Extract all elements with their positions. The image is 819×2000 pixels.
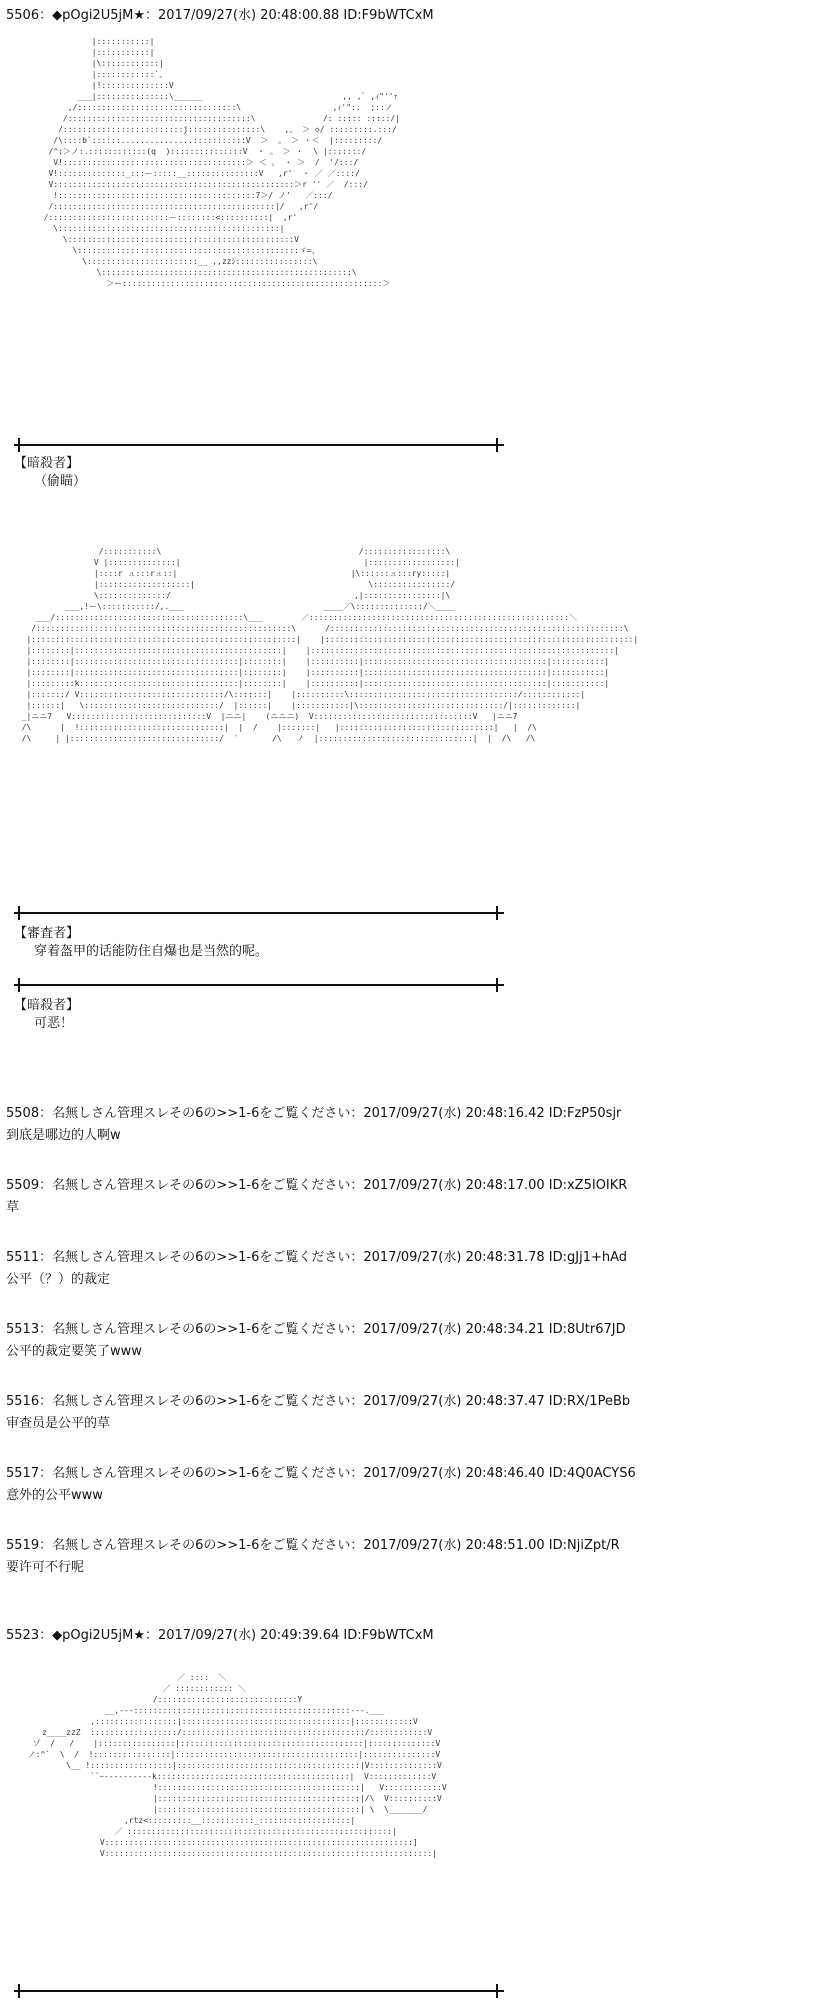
comment-message: 草 <box>6 1200 20 1215</box>
comment-header: 5519：名無しさん管理スレその6の>>1-6をご覧ください：2017/09/27(水) 20:48:51.00 ID:NjiZpt/R <box>6 1538 620 1553</box>
divider-tick <box>496 906 498 920</box>
comment-message: 到底是哪边的人啊w <box>6 1128 121 1143</box>
dialog-line: （偷瞄） <box>34 474 87 489</box>
comment-message: 意外的公平www <box>6 1488 103 1503</box>
comment-header: 5513：名無しさん管理スレその6の>>1-6をご覧ください：2017/09/27(水) 20:48:34.21 ID:8Utr67JD <box>6 1322 626 1337</box>
divider <box>14 444 504 446</box>
comment-header: 5517：名無しさん管理スレその6の>>1-6をご覧ください：2017/09/27(水) 20:48:46.40 ID:4Q0ACYS6 <box>6 1466 636 1481</box>
comment <box>6 1174 627 1215</box>
ascii-art-assassin-sleeping: ／ :::: ＼ ／ :::::::::::: ＼ /:::::::::::::::::::::::::::::Y __,---:::::::::::::::::::::::::::::::::::::::::::::---.___ ,:::::::::::::::::|:::::::::::::::::::::::::::::::::::|::::::::::::V z____zzZ ::::::::::::::::::/::::::::::::::::::::::::::::::::::::::/::::::::::::V ゾ / / |::::::::::::::::|::::::::::::::::::::::::::::::::::::::|::::::::::::::V ノ:^` \ / !::::::::::::::::|::::::::::::::::::::::::::::::::::::::|:::::::::::::::V \__ !:::::::::::::::::|::::::::::::::::::::::::::::::::::::::|V::::::::::::::V ``ｰ----------k::::::::::::::::::::::::::::::::::::::::| V:::::::::::::V !::::::::::::::::::::::::::::::::::::::::::| V::::::::::::V |::::::::::::::::::::::::::::::::::::::::::|/\ V::::::::::V |::::::::::::::::::::::::::::::::::::::::::| \ \_______/ ,rtz<:::::::::__:::::::::::_:::::::::::::::::::| ／ :::::::::::::::::::::::::::::::::::::::::::::::::::::::| V::::::::::::::::::::::::::::::::::::::::::::::::::::::::::::::::] V::::::::::::::::::::::::::::::::::::::::::::::::::::::::::::::::::::| <box>27 1673 447 1858</box>
comment-message: 审查员是公平的草 <box>6 1416 111 1431</box>
comment-header: 5509：名無しさん管理スレその6の>>1-6をご覧ください：2017/09/27(水) 20:48:17.00 ID:xZ5IOIKR <box>6 1178 628 1193</box>
comment <box>6 1318 626 1359</box>
comment <box>6 1102 621 1143</box>
comment-header: 5508：名無しさん管理スレその6の>>1-6をご覧ください：2017/09/27(水) 20:48:16.42 ID:FzP50sjr <box>6 1106 622 1121</box>
post-header: 5523：◆pOgi2U5jM★：2017/09/27(水) 20:49:39.64 ID:F9bWTCxM <box>6 1628 434 1643</box>
comment <box>6 1462 636 1503</box>
divider <box>14 1990 504 1992</box>
comment <box>6 1390 630 1431</box>
post-header: 5506：◆pOgi2U5jM★：2017/09/27(水) 20:48:00.88 ID:F9bWTCxM <box>6 8 434 23</box>
comment-message: 要许可不行呢 <box>6 1560 85 1575</box>
speaker-label: 【暗殺者】 <box>14 998 80 1013</box>
speaker-label: 【暗殺者】 <box>14 456 80 471</box>
divider-tick <box>18 438 20 452</box>
dialog-line: 可恶！ <box>34 1016 74 1031</box>
ascii-art-two-figures: /:::::::::::\ /:::::::::::::::::\ V |::::::::::::::| |::::::::::::::::::| |::::r ュ:::rュ::| |\::::::ュ:::ry:::::| |:::::::::::::::::::| \::::::::::::::::/ \::::::::::::::/ ,|::::::::::::::::|\ ___,!ー\:::::::::::/,.___ ____／\::::::::::::::/＼____ ___/:::::::::::::::::::::::::::::::::::::::\___ ／::::::::::::::::::::::::::::::::::::::::::::::::::::::＼ /:::::::::::::::::::::::::::::::::::::::::::::::::::::\ /:::::::::::::::::::::::::::::::::::::::::::::::::::::::::::::\ |:::::::::::::::::::::::::::::::::::::::::::::::::::::::| |::::::::::::::::::::::::::::::::::::::::::::::::::::::::::::::::| |::::::::|:::::::::::::::::::::::::::::::::::::::::::| |:::::::::::::::::::::::::::::::::::::::::::::::::::::::::::::::| |::::::::|::::::::::::::::::::::::::::::::::|::::::::| |::::::::::|::::::::::::::::::::::::::::::::::::::|:::::::::::| |::::::::|::::::::::::::::::::::::::::::::::|::::::::| |::::::::::|::::::::::::::::::::::::::::::::::::::|:::::::::::| |:::::::::k:::::::::::::::::::::::::::::::::|::::::::| |::::::::::|::::::::::::::::::::::::::::::::::::::|:::::::::::| |:::::::/ V::::::::::::::::::::::::::::::/\:::::::| |::::::::::\:::::::::::::::::::::::::::::::::::/::::::::::::| |::::::| \::::::::::::::::::::::::::::/ |::::::| |:::::::::::|\::::::::::::::::::::::::::::::/|:::::::::::::| _|ニニ7 V::::::::::::::::::::::::::::V |ニニ| (ニニニ) V:::::::::::::::::::::::::::::::::V |ニニ7 /\ | !::::::::::::::::::::::::::::::| | / |:::::::| |::::::::::::::::::::::::::::::::| | /\ /\ | |:::::::::::::::::::::::::::::::/ ′ /\ ノ |::::::::::::::::::::::::::::::::| | /\ /\ <box>21 547 639 743</box>
divider-tick <box>496 978 498 992</box>
comment <box>6 1246 627 1287</box>
divider <box>14 984 504 986</box>
comment-header: 5511：名無しさん管理スレその6の>>1-6をご覧ください：2017/09/27(水) 20:48:31.78 ID:gJj1+hAd <box>6 1250 628 1265</box>
divider <box>14 912 504 914</box>
comment-message: 公平的裁定要笑了www <box>6 1344 142 1359</box>
comment-message: 公平（？）的裁定 <box>6 1272 111 1287</box>
speaker-label: 【審査者】 <box>14 926 80 941</box>
ascii-art-assassin-pointing: |:::::::::::| |:::::::::::| |\::::::::::::| |::::::::::::`、 |!::::::::::::::V ___|:::::::::::::::\______ ,, ,ﾞ ,ｨ"''ｧ ,/:::::::::::::::::::::::::::::::::\ ,ｨ'":. ;::ノ /::::::::::::::::::::::::::::::::::::::\ /: ::::: :::::/| /:::::::::::::::::::::::::j:::::::::::::::\ ,、 ＞ ◇/ :::::::::.:::/ /\::::b`::::::...............:::::::::::V ＞ 。 ＞ ・＜ |:::::::::/ /^:＞ノ:.::::::::::::(q ):::::::::::::::V ・ 。 ＞ ・ \ |:::::::/ V!::::::::::::::::::::::::::::::::::::::＞ ＜ 。 ・ ＞ / '/:::/ V!::::::::::::::_:::ー:::::__:::::::::::::::V ,r' ・ ／ ／::::/ V::::::::::::::::::::::::::::::::::::::::::::::::::＞r '' ／ /:::/ !:::::::::::::::::::::::::::::::::::::::::7＞/ ノ' ／:::/ /::::::::::::::::::::::::::::::::::::::::::::::|/ ,r'/ /:::::::::::::::::::::::::ー::::::::<::::::::::| ,r' \::::::::::::::::::::::::::::::::::::::::::::::| \:::::::::::::::::::::::::::::::::::::::::::::::V \::::::::::::::::::::::::::::::::::::::::::::::ゞ=、 \:::::::::::::::::::::::__ ,,zzｼ::::::::::::::::\ \::::::::::::::::::::::::::::::::::::::::::::::::::::\ ＞ー::::::::::::::::::::::::::::::::::::::::::::::::::::::＞ <box>43 37 401 288</box>
divider-tick <box>18 906 20 920</box>
comment-header: 5516：名無しさん管理スレその6の>>1-6をご覧ください：2017/09/27(水) 20:48:37.47 ID:RX/1PeBb <box>6 1394 631 1409</box>
divider-tick <box>496 438 498 452</box>
divider-tick <box>18 1984 20 1998</box>
divider-tick <box>496 1984 498 1998</box>
dialog-line: 穿着盔甲的话能防住自爆也是当然的呢。 <box>34 944 269 959</box>
divider-tick <box>18 978 20 992</box>
comment <box>6 1534 620 1575</box>
